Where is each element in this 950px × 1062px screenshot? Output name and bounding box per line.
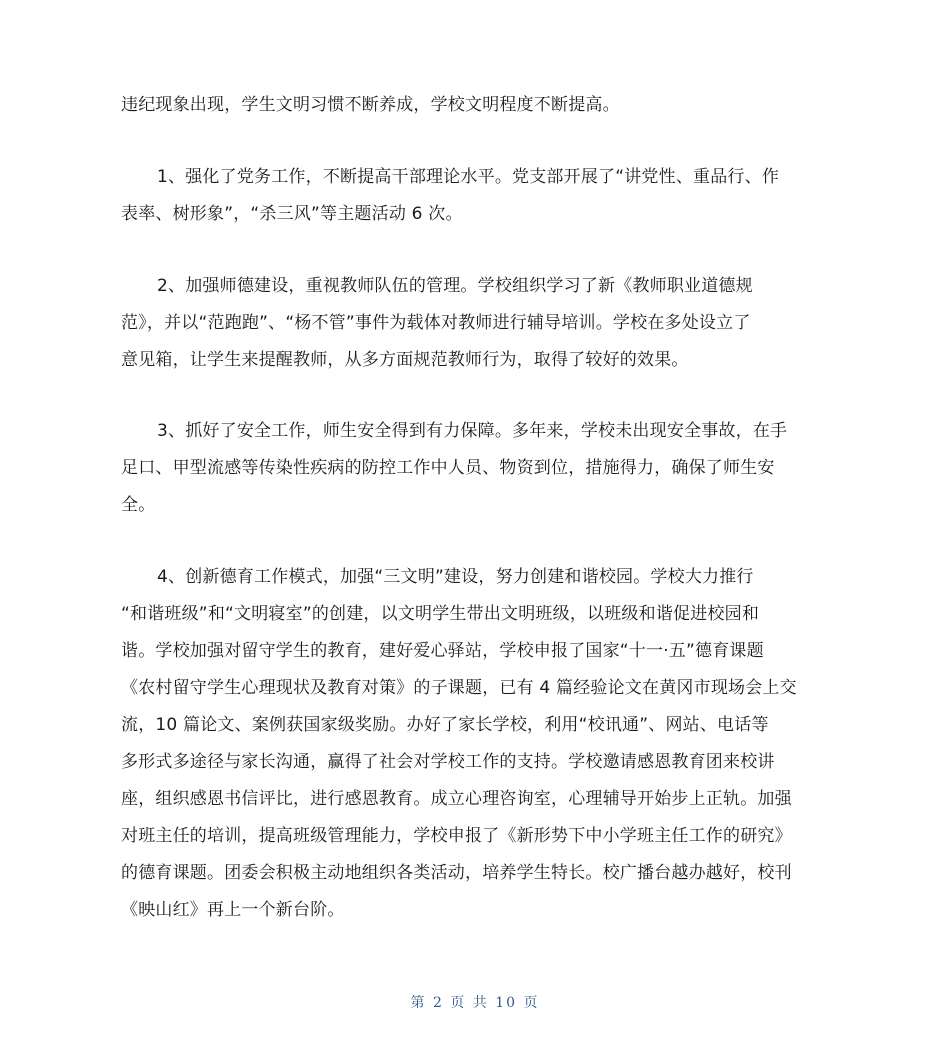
paragraph-line: 《农村留守学生心理现状及教育对策》的子课题，已有 4 篇经验论文在黄冈市现场会上交 bbox=[121, 678, 797, 698]
paragraph-line: 谐。学校加强对留守学生的教育，建好爱心驿站，学校申报了国家“十一·五”德育课题 bbox=[121, 641, 764, 661]
paragraph-line: 4、创新德育工作模式，加强“三文明”建设，努力创建和谐校园。学校大力推行 bbox=[157, 567, 754, 587]
page-number-footer: 第 2 页 共 10 页 bbox=[410, 995, 540, 1011]
paragraph-line: 座，组织感恩书信评比，进行感恩教育。成立心理咨询室，心理辅导开始步上正轨。加强 bbox=[121, 789, 792, 809]
paragraph-line: 多形式多途径与家长沟通，赢得了社会对学校工作的支持。学校邀请感恩教育团来校讲 bbox=[121, 752, 775, 772]
paragraph-line: 全。 bbox=[121, 495, 156, 515]
paragraph-line: 足口、甲型流感等传染性疾病的防控工作中人员、物资到位，措施得力，确保了师生安 bbox=[121, 458, 775, 478]
paragraph-line: “和谐班级”和“文明寝室”的创建，以文明学生带出文明班级，以班级和谐促进校园和 bbox=[121, 604, 760, 624]
paragraph-line: 2、加强师德建设，重视教师队伍的管理。学校组织学习了新《教师职业道德规 bbox=[157, 276, 753, 296]
paragraph-line: 《映山红》再上一个新台阶。 bbox=[121, 900, 345, 920]
paragraph-line: 范》，并以“范跑跑”、“杨不管”事件为载体对教师进行辅导培训。学校在多处设立了 bbox=[121, 313, 751, 333]
paragraph-line: 流，10 篇论文、案例获国家级奖励。办好了家长学校，利用“校讯通”、网站、电话等 bbox=[121, 715, 769, 735]
paragraph-line: 的德育课题。团委会积极主动地组织各类活动，培养学生特长。校广播台越办越好，校刊 bbox=[121, 863, 792, 883]
paragraph-line: 意见箱，让学生来提醒教师，从多方面规范教师行为，取得了较好的效果。 bbox=[121, 350, 689, 370]
paragraph-line: 1、强化了党务工作，不断提高干部理论水平。党支部开展了“讲党性、重品行、作 bbox=[157, 167, 780, 187]
paragraph-line: 违纪现象出现，学生文明习惯不断养成，学校文明程度不断提高。 bbox=[121, 95, 620, 115]
paragraph-line: 对班主任的培训，提高班级管理能力，学校申报了《新形势下中小学班主任工作的研究》 bbox=[121, 826, 792, 846]
paragraph-line: 表率、树形象”，“杀三风”等主题活动 6 次。 bbox=[121, 204, 463, 224]
paragraph-line: 3、抓好了安全工作，师生安全得到有力保障。多年来，学校未出现安全事故，在手 bbox=[157, 421, 788, 441]
